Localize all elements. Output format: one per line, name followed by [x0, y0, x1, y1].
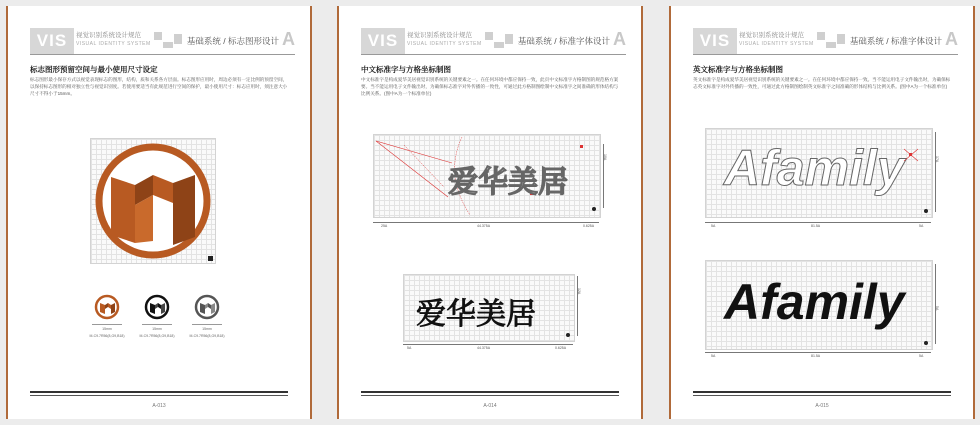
- size-line: [192, 324, 222, 325]
- construction-marks: [706, 129, 932, 217]
- wordmark-solid-cn: 爱华美居: [416, 298, 536, 331]
- corner-marker: [208, 256, 213, 261]
- unit-marker: [924, 209, 928, 213]
- page-edge: [669, 6, 671, 419]
- header-letter: A: [613, 29, 626, 49]
- wordmark-outline-en: Afamily: [724, 140, 905, 196]
- section-title: 基础系统 / 标准字体设计: [517, 36, 610, 46]
- dim-label: 5A: [407, 346, 412, 350]
- dim-label: 0.625A: [555, 346, 567, 350]
- footer-rule: [30, 391, 288, 393]
- page-number: A-015: [815, 403, 829, 409]
- page-edge: [973, 6, 975, 419]
- dim-label: 5A: [919, 224, 924, 228]
- dimension-ruler: [705, 222, 931, 223]
- dim-label: 0.625A: [583, 224, 595, 228]
- page-description: 中文标准字是构成爱华美居视觉识别系统的关键要素之一。在任何环境中都应保持一致，此页中文标准字方格制图的规范格方案要。当不能运用电子文件输出时，为确保标志准字对外传播的一致性，可通过此方格制图绘制中文标准字之间准确的形体结构与比例关系。(图中A为一个标准单位): [361, 77, 619, 96]
- dim-label: 44.375A: [477, 346, 491, 350]
- dimension-ruler-v: [577, 276, 578, 336]
- page-edge: [337, 6, 339, 419]
- footer-rule-thin: [693, 395, 951, 396]
- dimension-ruler: [705, 352, 931, 353]
- size-line: [92, 324, 122, 325]
- section-title: 基础系统 / 标志图形设计: [186, 36, 279, 46]
- color-code: M-C9.7R56(8,G9,B18): [89, 334, 125, 338]
- page-a014: [337, 6, 643, 419]
- dim-label: 5A: [935, 306, 939, 311]
- page-title: 标志图形预留空间与最小使用尺寸设定: [30, 65, 158, 74]
- footer-rule-thin: [30, 395, 288, 396]
- unit-marker: [592, 207, 596, 211]
- page-header: [361, 28, 626, 54]
- header-cn-title: 视觉识别系统设计规范: [739, 32, 804, 39]
- header-blocks: [485, 28, 515, 54]
- header-rule: [693, 54, 958, 55]
- logo-clearspace-grid: [90, 138, 216, 264]
- page-edge: [6, 6, 8, 419]
- footer-rule-thin: [361, 395, 619, 396]
- vis-badge: VIS: [30, 28, 74, 54]
- size-label: 15mm: [152, 327, 162, 331]
- header-en-title: VISUAL IDENTITY SYSTEM: [407, 41, 482, 47]
- dimension-ruler-v: [935, 264, 936, 344]
- size-label: 15mm: [102, 327, 112, 331]
- wordmark-grid-solid: [705, 260, 933, 350]
- page-header: [693, 28, 958, 54]
- dim-label: 5A: [919, 354, 924, 358]
- header-cn-title: 视觉识别系统设计规范: [76, 32, 141, 39]
- page-title: 英文标准字与方格坐标制图: [693, 65, 783, 74]
- page-edge: [310, 6, 312, 419]
- wordmark-construction-grid: [705, 128, 933, 218]
- wordmark-construction-grid: [373, 134, 601, 218]
- header-en-title: VISUAL IDENTITY SYSTEM: [76, 41, 151, 47]
- footer-rule: [693, 391, 951, 393]
- page-number: A-013: [152, 403, 166, 409]
- header-blocks: [154, 28, 184, 54]
- footer-rule: [361, 391, 619, 393]
- dim-label: 10A: [603, 154, 607, 161]
- wordmark-solid-en: Afamily: [724, 274, 905, 330]
- page-title: 中文标准字与方格坐标制图: [361, 65, 451, 74]
- header-rule: [30, 54, 295, 55]
- color-code: M-C9.7R56(8,G9,B18): [189, 334, 225, 338]
- color-code: M-C9.7R56(8,G9,B18): [139, 334, 175, 338]
- size-label: 15mm: [202, 327, 212, 331]
- header-letter: A: [282, 29, 295, 49]
- dimension-ruler: [373, 222, 599, 223]
- unit-marker: [566, 333, 570, 337]
- vis-badge: VIS: [361, 28, 405, 54]
- dim-label: 81.5A: [811, 354, 821, 358]
- wordmark-outline-cn: 爱华美居: [448, 166, 568, 199]
- dim-label: 5A: [711, 224, 716, 228]
- unit-marker: [924, 341, 928, 345]
- page-description: 标志图形最小保存方式以视觉表现标志的图形，结构，质和关系各方层面。标志图形应用时，周边必须有一定比例的预留空间，以保持标志图形的相对独立性与视觉识别度。若使用要适当有此规范进行空间的保护，最小使用尺寸：标志应用时，须注意大小尺寸不得小于15mm。: [30, 77, 288, 96]
- header-rule: [361, 54, 626, 55]
- header-letter: A: [945, 29, 958, 49]
- header-blocks: [817, 28, 847, 54]
- dim-label: 17A: [935, 156, 939, 163]
- page-a013: [6, 6, 312, 419]
- dim-label: 12A: [577, 288, 581, 295]
- size-line: [142, 324, 172, 325]
- brand-logo: [91, 139, 215, 263]
- logo-min-size-color: [94, 294, 120, 320]
- vis-badge: VIS: [693, 28, 737, 54]
- dimension-ruler: [403, 344, 573, 345]
- section-title: 基础系统 / 标准字体设计: [849, 36, 942, 46]
- wordmark-grid-solid: [403, 274, 575, 342]
- logo-min-size-black: [144, 294, 170, 320]
- dimension-ruler-v: [935, 132, 936, 212]
- dim-label: 44.375A: [477, 224, 491, 228]
- page-a015: [669, 6, 975, 419]
- dim-label: 5A: [711, 354, 716, 358]
- dim-label: 25A: [381, 224, 388, 228]
- header-en-title: VISUAL IDENTITY SYSTEM: [739, 41, 814, 47]
- dim-label: 81.5A: [811, 224, 821, 228]
- page-header: [30, 28, 295, 54]
- page-edge: [641, 6, 643, 419]
- header-cn-title: 视觉识别系统设计规范: [407, 32, 472, 39]
- logo-min-size-gray: [194, 294, 220, 320]
- page-description: 英文标准字是构成爱华美居视觉识别系统的关键要素之一。在任何环境中都应保持一致。当不能运用电子文件输出时，为确保标志英文标准字对外传播的一致性，可通过此方格制图绘制英文标准字之间准确的形体结构与比例关系。(图中A为一个标准单位): [693, 77, 951, 89]
- page-number: A-014: [483, 403, 497, 409]
